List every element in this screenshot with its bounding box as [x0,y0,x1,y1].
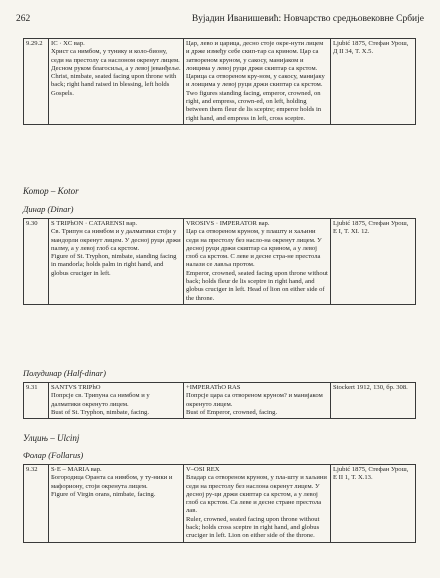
reference-cell: Ljubić 1875, Стефан Урош, Е II 1, Т. X.13. [331,465,416,543]
table-row [24,219,416,305]
obverse-description-sr: Св. Трипун са нимбом и у далматики стоји у мандорли окренут лицем. У десној руци држи палму, а у левој глоб са крстом. [51,228,181,252]
page-number: 262 [16,14,31,24]
obverse-cell [49,39,184,125]
obverse-description-sr: Попрсје св. Трипуна са нимбом и у далматики окренуто лицем. [51,392,150,408]
catalog-table-1 [23,38,416,125]
section-heading-ulcinj: Улцињ – Ulcinj [23,433,80,443]
obverse-description-sr: Христ са нимбом, у тунику и коло-биону, седи на престолу са наслоном окренут лицем. Десном руком благосиља, а у левој јеванђеље. [51,48,181,72]
obverse-cell [49,465,184,543]
table-row [24,383,416,419]
subheading-half-dinar: Полудинар (Half-dinar) [23,368,106,378]
obverse-legend: S·E – MARIA вар. [51,466,102,473]
obverse-description-en: Christ, nimbate, seated facing upon throne with back; right hand raised in blessing, left holds Gospels. [51,73,177,97]
obverse-legend: S TRIPhON · CATARENSI вар. [51,220,138,227]
obverse-legend: IC · XC вар. [51,40,85,47]
reverse-cell [184,219,331,305]
obverse-description-en: Bust of St. Tryphon, nimbate, facing. [51,408,149,416]
reverse-legend: VROSIVS · IMPERATOR вар. [186,220,270,227]
reference-cell: Stockert 1912, 130, бр. 308. [331,383,416,419]
catalog-table-2 [23,218,416,305]
reverse-description-sr: Цар са отвореном круном, у плашту и хаљини седи на престолу без насло-на окренут лицем. У десној руци држи скиптар са крином, а у левој глоб са крстом. С леве и десне стра-не престола налази се лавља протом. [186,228,322,269]
table-row [24,39,416,125]
catalog-number: 9.29.2 [24,39,49,125]
reverse-description-sr: Попрсје цара са отвореном круном? и манијаком окренуто лицем. [186,392,323,408]
reverse-description-en: Emperor, crowned, seated facing upon throne without back; holds fleur de lis sceptre in right hand, and globus cruciger in left. Head of lion on either side of the throne. [186,269,328,302]
obverse-legend: SANTVS TRIPhO [51,384,101,391]
reverse-description-en: Bust of Emperor, crowned, facing. [186,408,278,416]
reverse-description-sr: Владар са отвореном круном, у пла-шту и хаљини седи на престолу без наслона окренут лицем. У десној ру-ци држи скиптар са крстом, а у левој глоб са крстом. Са леве и десне стране престола лав. [186,474,327,515]
reverse-cell [184,465,331,543]
obverse-description-en: Figure of Virgin orans, nimbate, facing. [51,490,156,498]
obverse-description-en: Figure of St. Tryphon, nimbate, standing facing in mandorla; holds palm in right hand, and globus cruciger in left. [51,253,177,277]
reference-cell: Ljubić 1875, Стефан Урош, Д II 34, Т. X.5. [331,39,416,125]
catalog-number: 9.30 [24,219,49,305]
reverse-description-en: Ruler, crowned, seated facing upon throne without back; holds cross sceptre in right hand, and globus cruciger in left. Lion on either side of the throne. [186,515,320,540]
reverse-description-en: Two figures standing facing, emperor, crowned, on right, and empress, crown-ed, on left, holding between them fleur de lis sceptre; emperor holds in right hand, and empress in left, cross sceptre. [186,89,322,122]
running-title: Вујадин Иванишевић: Новчарство средњовековне Србије [191,14,424,24]
reverse-cell [184,383,331,419]
section-heading-kotor: Котор – Kotor [23,186,79,196]
obverse-description-sr: Богородица Оранта са нимбом, у ту-ники и мафорионy, стоји окренута лицем. [51,474,173,490]
catalog-number: 9.31 [24,383,49,419]
reverse-legend: V–OSI REX [186,466,220,473]
obverse-cell [49,383,184,419]
catalog-table-3 [23,382,416,419]
catalog-number: 9.32 [24,465,49,543]
obverse-cell [49,219,184,305]
table-row [24,465,416,543]
subheading-dinar: Динар (Dinar) [23,204,74,214]
reference-cell: Ljubić 1875, Стефан Урош, Е I, Т. XI. 12. [331,219,416,305]
reverse-cell [184,39,331,125]
subheading-follaro: Фолар (Follarus) [23,450,84,460]
catalog-table-4 [23,464,416,543]
reverse-legend: +IMPERAThO RAS [186,384,241,391]
reverse-description-sr: Цар, лево и царица, десно стоје окре-нути лицем и држе између себе скип-тар са крином. Цар са затвореном круном, у сакосу, манијаком и лоицима у левој руци држи скиптар са крстом. Царица са отвореном кру-ном, у сакосу, манијаку и лоицима у левој руци држи скиптар са крстом. [186,40,325,89]
